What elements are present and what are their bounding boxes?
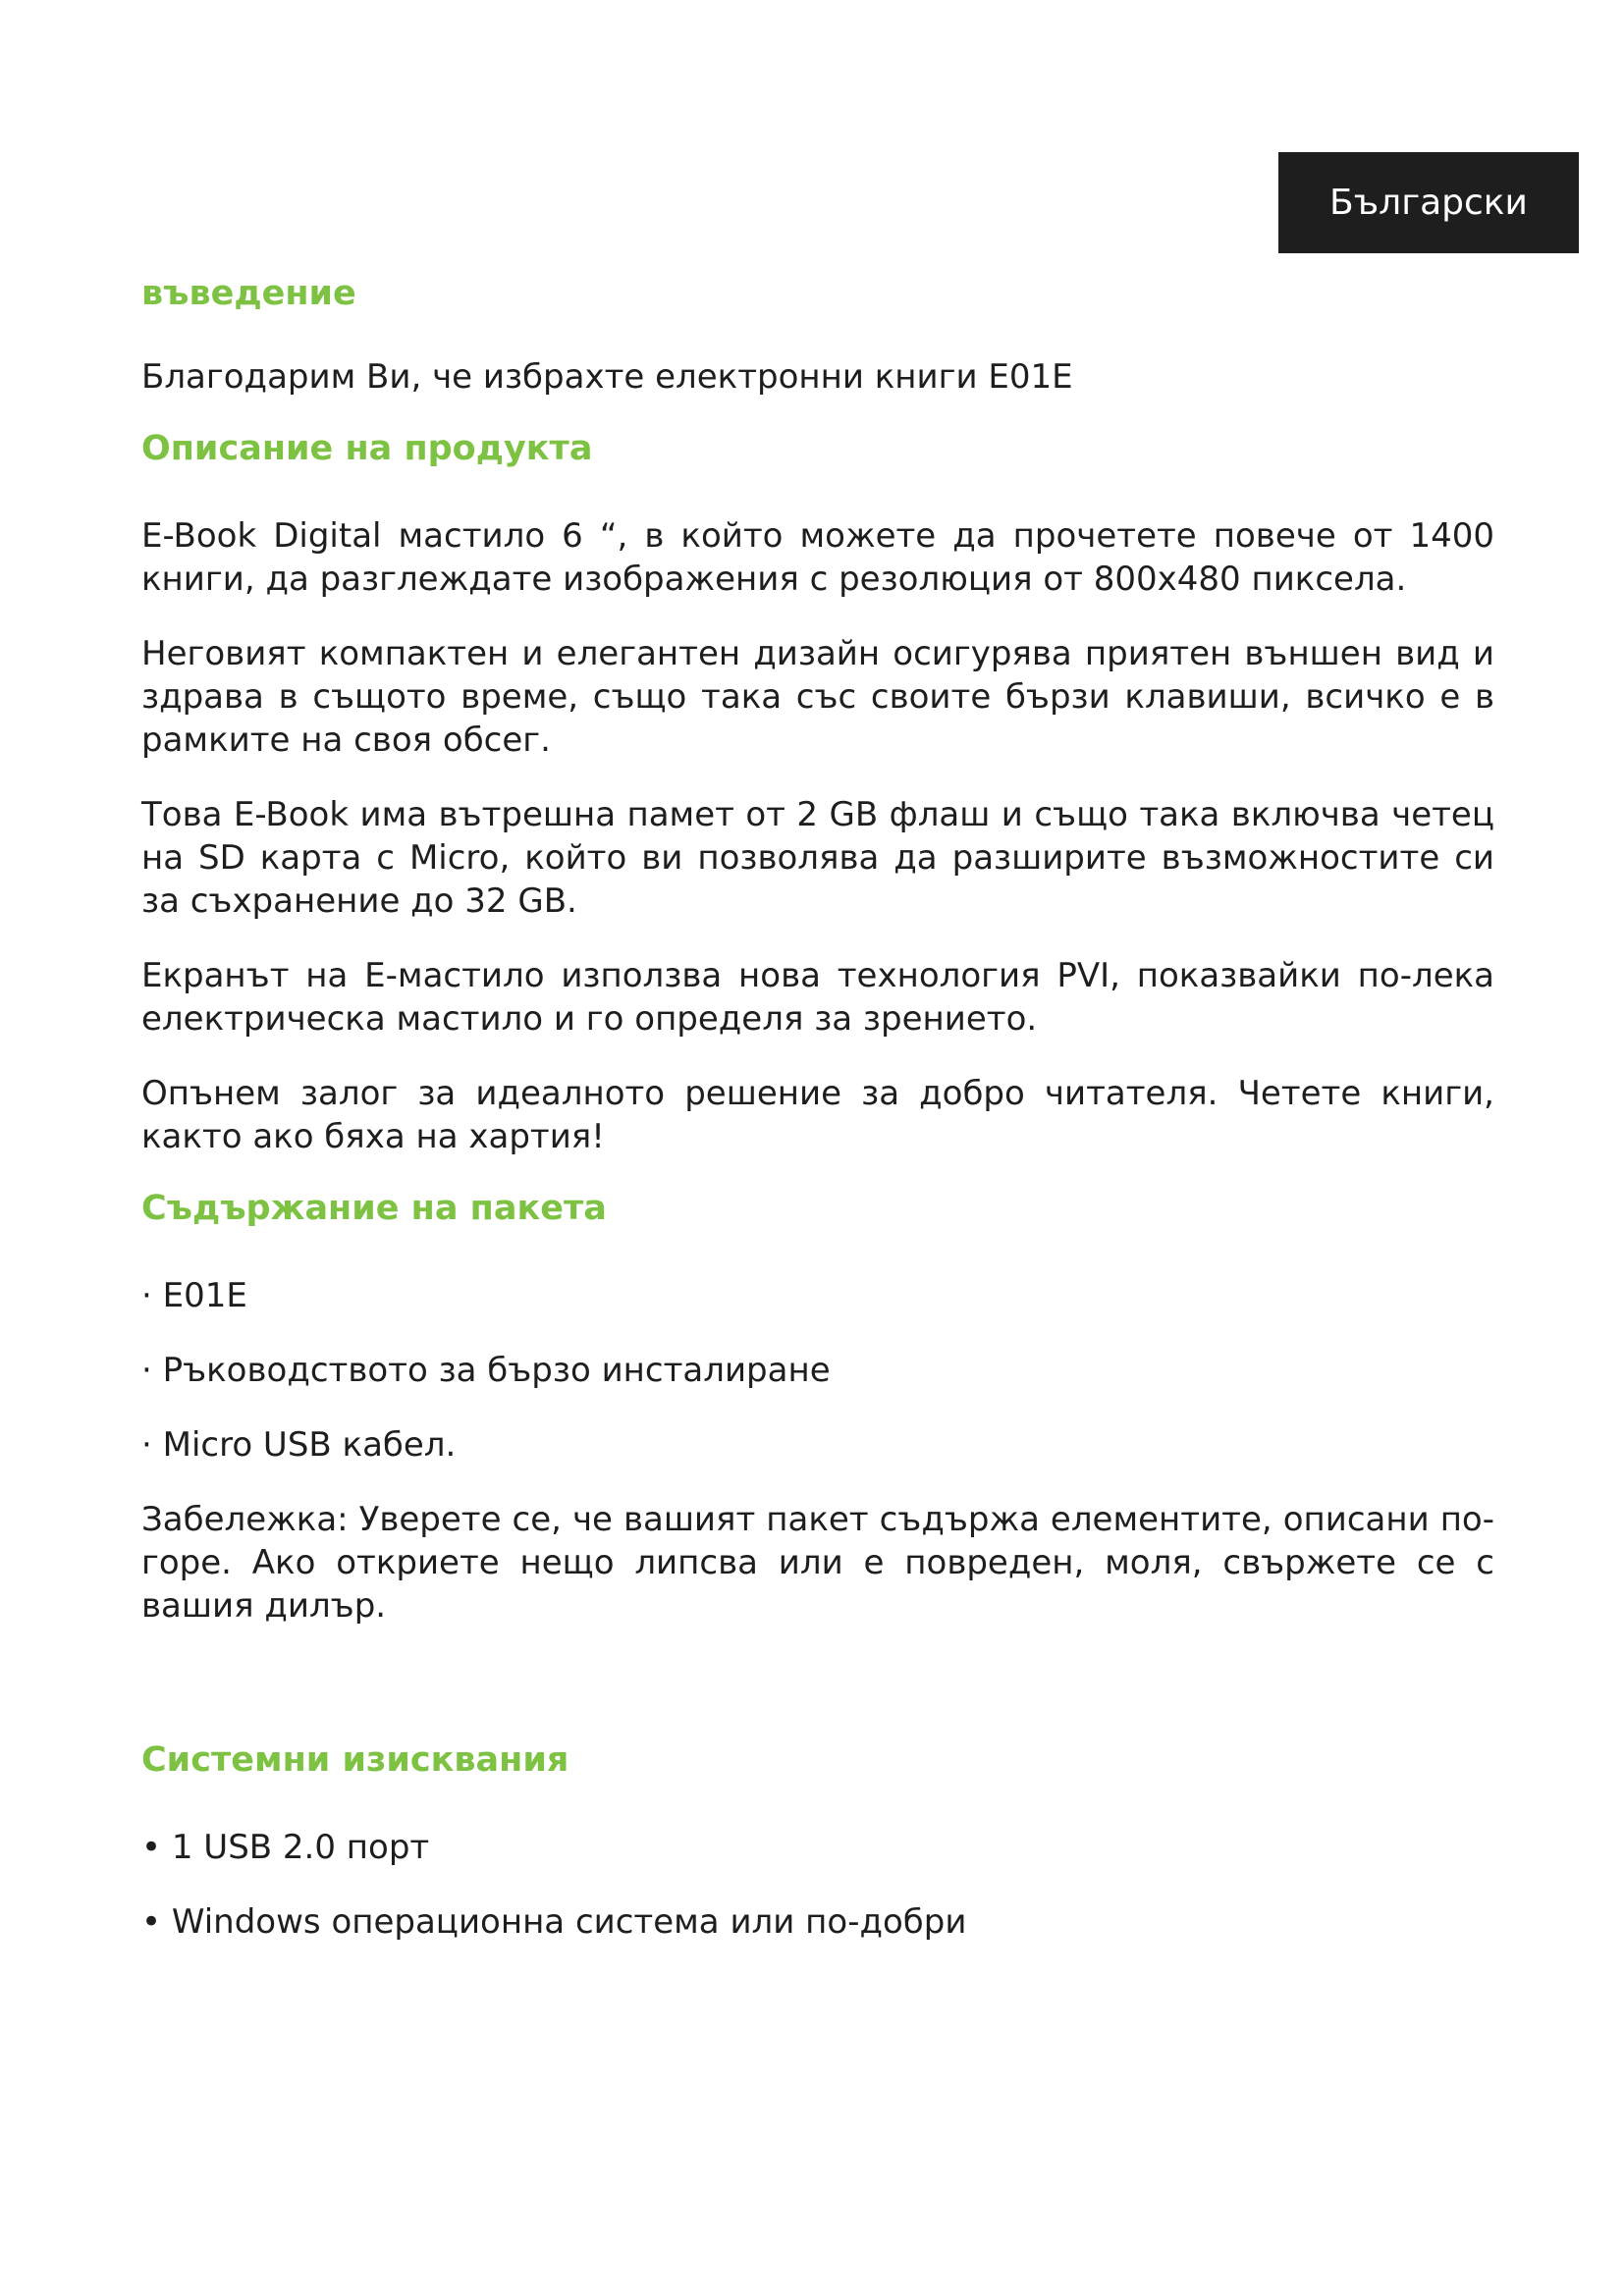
package-item: · E01E <box>141 1276 247 1315</box>
language-tab: Български <box>1278 152 1579 253</box>
requirements-heading: Системни изисквания <box>141 1740 569 1780</box>
package-item: · Ръководството за бързо инсталиране <box>141 1351 831 1390</box>
description-paragraph-3: Това E-Book има вътрешна памет от 2 GB флаш и също така включва четец на SD карта с Micro, който ви позволява да разширите възможностите си за съхранение до 32 GB. <box>141 795 1494 921</box>
description-paragraph-2: Неговият компактен и елегантен дизайн осигурява приятен външен вид и здрава в същото време, също така със своите бързи клавиши, всичко е в рамките на своя обсег. <box>141 634 1494 760</box>
description-paragraph-4: Екранът на E-мастило използва нова технология PVI, показвайки по-лека електрическа мастило и го определя за зрението. <box>141 956 1494 1039</box>
description-paragraph-1: E-Book Digital мастило 6 “, в който можете да прочетете повече от 1400 книги, да разглеждате изображения с резолюция от 800x480 пиксела. <box>141 516 1494 599</box>
description-paragraph-5: Опънем залог за идеалното решение за добро читателя. Четете книги, както ако бяха на хартия! <box>141 1074 1494 1156</box>
intro-heading: въведение <box>141 274 356 313</box>
package-note: Забележка: Уверете се, че вашият пакет съдържа елементите, описани по-горе. Ако откриете нещо липсва или е повреден, моля, свържете се с вашия дилър. <box>141 1500 1494 1626</box>
requirements-item: • Windows операционна система или по-добри <box>141 1902 967 1942</box>
package-heading: Съдържание на пакета <box>141 1189 607 1228</box>
requirements-item: • 1 USB 2.0 порт <box>141 1828 430 1867</box>
document-body <box>141 271 1494 1944</box>
description-heading: Описание на продукта <box>141 429 593 468</box>
intro-text: Благодарим Ви, че избрахте електронни книги E01E <box>141 357 1073 397</box>
package-item: · Micro USB кабел. <box>141 1425 457 1465</box>
